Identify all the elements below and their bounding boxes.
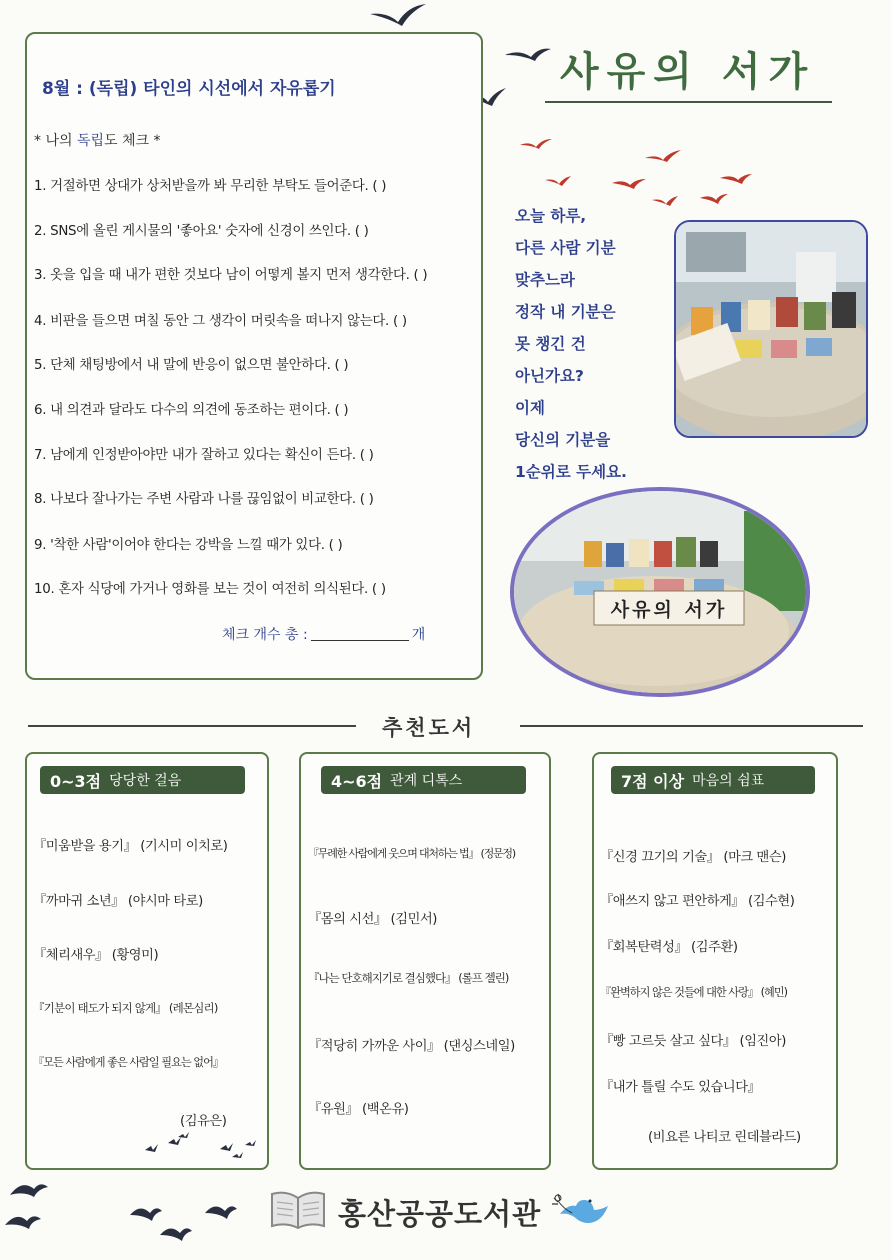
divider-right bbox=[520, 725, 863, 727]
checklist-item: 4. 비판을 들으면 며칠 동안 그 생각이 머릿속을 떠나지 않는다. ( ) bbox=[34, 314, 407, 329]
checklist-item: 6. 내 의견과 달라도 다수의 의견에 동조하는 편이다. ( ) bbox=[34, 403, 349, 418]
library-display-photo bbox=[510, 487, 810, 697]
score-badge: 0~3점 당당한 걸음 bbox=[40, 766, 245, 794]
checklist-item: 8. 나보다 잘나가는 주변 사람과 나를 끊임없이 비교한다. ( ) bbox=[34, 492, 374, 507]
month-theme-title: 8월 : (독립) 타인의 시선에서 자유롭기 bbox=[42, 79, 336, 99]
page-title: 사유의 서가 bbox=[560, 49, 816, 95]
book-item: 『체리새우』 (황영미) bbox=[33, 948, 159, 963]
book-item: 『완벽하지 않은 것들에 대한 사랑』 (혜민) bbox=[600, 986, 787, 999]
check-count-blank[interactable] bbox=[311, 640, 409, 641]
book-item: 『빵 고르듯 살고 싶다』 (임진아) bbox=[600, 1034, 786, 1049]
encouragement-quote bbox=[515, 200, 675, 488]
quote-line: 정작 내 기분은 bbox=[515, 303, 616, 321]
checklist-heading: * 나의 독립도 체크 * bbox=[34, 133, 161, 149]
checklist-item: 5. 단체 채팅방에서 내 말에 반응이 없으면 불안하다. ( ) bbox=[34, 358, 349, 373]
quote-line: 아닌가요? bbox=[515, 367, 584, 385]
book-item: 『애쓰지 않고 편안하게』 (김수현) bbox=[600, 894, 795, 909]
photo-sign-text: 사유의 서가 bbox=[610, 599, 728, 621]
book-item: 『까마귀 소년』 (야시마 타로) bbox=[33, 894, 203, 909]
book-item: 『유원』 (백온유) bbox=[308, 1102, 409, 1117]
quote-line: 1순위로 두세요. bbox=[515, 463, 627, 481]
recommend-heading: 추천도서 bbox=[382, 716, 476, 740]
book-item: 『적당히 가까운 사이』 (댄싱스네일) bbox=[308, 1039, 515, 1054]
check-count-total: 체크 개수 총 : 개 bbox=[222, 627, 426, 643]
checklist-item: 1. 거절하면 상대가 상처받을까 봐 무리한 부탁도 들어준다. ( ) bbox=[34, 179, 387, 194]
library-name: 홍산공공도서관 bbox=[338, 1197, 542, 1231]
book-item: 『무례한 사람에게 웃으며 대처하는 법』 (정문정) bbox=[308, 847, 515, 860]
book-item: 『미움받을 용기』 (기시미 이치로) bbox=[33, 839, 228, 854]
book-item: 『신경 끄기의 기술』 (마크 맨슨) bbox=[600, 850, 786, 865]
book-item: 『내가 틀릴 수도 있습니다』 bbox=[600, 1080, 761, 1095]
checklist-item: 3. 옷을 입을 때 내가 편한 것보다 남이 어떻게 볼지 먼저 생각한다. ( ) bbox=[34, 268, 428, 283]
quote-line: 이제 bbox=[515, 399, 545, 417]
book-item: 『나는 단호해지기로 결심했다』 (롤프 젤린) bbox=[308, 971, 509, 985]
book-item: 『기분이 태도가 되지 않게』 (레몬심리) bbox=[33, 1001, 218, 1015]
score-badge: 4~6점 관계 디톡스 bbox=[321, 766, 526, 794]
quote-line: 당신의 기분을 bbox=[515, 431, 611, 449]
quote-line: 맞추느라 bbox=[515, 271, 575, 289]
checklist-item: 2. SNS에 올린 게시물의 '좋아요' 숫자에 신경이 쓰인다. ( ) bbox=[34, 224, 369, 239]
checklist-item: 7. 남에게 인정받아야만 내가 잘하고 있다는 확신이 든다. ( ) bbox=[34, 448, 374, 463]
quote-line: 다른 사람 기분 bbox=[515, 239, 616, 257]
book-item: 『모든 사람에게 좋은 사람일 필요는 없어』 bbox=[33, 1056, 224, 1069]
book-group-panel bbox=[592, 752, 838, 1170]
quote-line: 오늘 하루, bbox=[515, 207, 587, 225]
book-author: (김유은) bbox=[180, 1114, 227, 1129]
quote-line: 못 챙긴 건 bbox=[515, 335, 586, 353]
checklist-item: 10. 혼자 식당에 가거나 영화를 보는 것이 여전히 의식된다. ( ) bbox=[34, 582, 386, 597]
title-underline bbox=[545, 101, 832, 103]
open-book-icon bbox=[268, 1188, 328, 1232]
bluebird-icon bbox=[550, 1188, 614, 1236]
book-item: 『몸의 시선』 (김민서) bbox=[308, 912, 438, 927]
book-display-photo bbox=[674, 220, 868, 438]
score-badge: 7점 이상 마음의 쉼표 bbox=[611, 766, 815, 794]
checklist-item: 9. '착한 사람'이어야 한다는 강박을 느낄 때가 있다. ( ) bbox=[34, 538, 343, 553]
book-item: 『회복탄력성』 (김주환) bbox=[600, 940, 738, 955]
divider-left bbox=[28, 725, 356, 727]
book-author: (비요른 나티코 린데블라드) bbox=[648, 1130, 801, 1145]
